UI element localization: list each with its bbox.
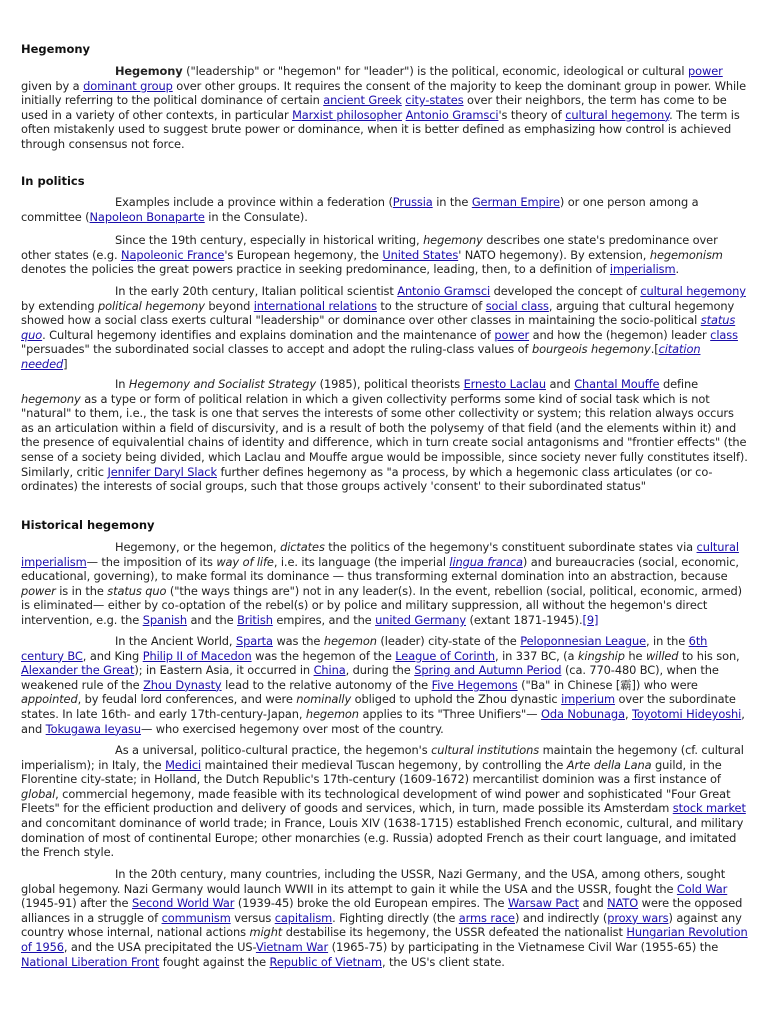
- link-status-quo[interactable]: status quo: [21, 313, 736, 342]
- text: in the: [432, 195, 472, 209]
- text: he: [624, 648, 646, 663]
- text: in the Consulate).: [204, 209, 308, 224]
- page-bottom-mask: [0, 1014, 768, 1024]
- link-cold-war[interactable]: Cold War: [676, 881, 728, 896]
- text: , and the USA precipitated the US-: [63, 939, 256, 954]
- link-peloponnesian-league[interactable]: Peloponnesian League: [520, 634, 646, 648]
- paragraph-politics-2: [21, 233, 749, 277]
- text: over their neighbors, the term has come to be used in a variety of other contexts, in particular: [21, 93, 727, 122]
- text-emphasis: kingship: [577, 648, 625, 663]
- text: destabilise its hegemony, the USSR defeated the nationalist: [282, 925, 627, 940]
- link-alexander-the-great[interactable]: Alexander the Great: [21, 663, 135, 678]
- text: Since the 19th century, especially in historical writing,: [115, 233, 424, 247]
- link-five-hegemons[interactable]: Five Hegemons: [431, 677, 518, 692]
- link-prussia[interactable]: Prussia: [392, 195, 433, 209]
- text: was the hegemon of the: [251, 648, 396, 663]
- text: ) and indirectly (: [514, 910, 608, 925]
- text-emphasis: appointed: [21, 692, 78, 707]
- link-antonio-gramsci-2[interactable]: Antonio Gramsci: [397, 284, 491, 298]
- link-power[interactable]: power: [688, 64, 723, 78]
- link-ancient-greek[interactable]: ancient Greek: [323, 93, 402, 108]
- text-emphasis: might: [249, 925, 283, 940]
- text: . Fighting directly (the: [332, 910, 459, 925]
- text: , i.e. its language (the imperial: [273, 554, 450, 569]
- text-emphasis: hegemon: [323, 634, 377, 648]
- text: obliged to uphold the Zhou dynastic: [351, 692, 562, 707]
- text: , commercial hegemony, made feasible with its technological development of wind power and sophisticated "Four Great Fleets" for the efficient production and delivery of goods and services, which, in turn, made possible its Amsterdam: [21, 786, 731, 816]
- text: , in 337 BC, (a: [495, 648, 578, 663]
- link-medici[interactable]: Medici: [165, 757, 202, 772]
- text: — the imposition of its: [86, 554, 217, 569]
- text: ); in Eastern Asia, it occurred in: [134, 663, 314, 678]
- text: ) against any country whose internal, national actions: [21, 910, 742, 940]
- text: , in the: [646, 634, 689, 648]
- text-emphasis: dictates: [280, 540, 325, 554]
- link-nato[interactable]: NATO: [607, 896, 639, 911]
- text: (1939-45) broke the old European empires. The: [234, 896, 508, 911]
- text: was the: [272, 634, 324, 648]
- link-republic-of-vietnam[interactable]: Republic of Vietnam: [269, 954, 383, 969]
- text: "persuades" the subordinated social classes to accept and adopt the ruling-class values of: [21, 342, 532, 357]
- link-china[interactable]: China: [313, 663, 346, 678]
- text: to the structure of: [376, 298, 486, 313]
- link-toyotomi-hideyoshi[interactable]: Toyotomi Hideyoshi: [632, 706, 742, 721]
- link-lingua-franca[interactable]: lingua franca: [449, 554, 523, 569]
- text: ) or one person among a committee (: [21, 195, 699, 224]
- text: fought against the: [159, 954, 270, 969]
- link-united-states[interactable]: United States: [382, 247, 459, 262]
- link-national-liberation-front[interactable]: National Liberation Front: [21, 954, 160, 969]
- text-emphasis: power: [21, 583, 56, 598]
- link-tokugawa-ieyasu[interactable]: Tokugawa Ieyasu: [45, 721, 141, 736]
- link-hungarian-revolution-1956[interactable]: Hungarian Revolution of 1956: [21, 925, 748, 954]
- text: ) and bureaucracies (social, economic, educational, governing), to make formal its dominance — thus transforming external domination into an abstraction, because: [21, 554, 739, 584]
- text: 's theory of: [498, 107, 566, 122]
- text-emphasis: Hegemony and Socialist Strategy: [128, 377, 317, 391]
- text-emphasis: political hegemony: [98, 298, 205, 313]
- text: and how the (hegemon) leader: [529, 327, 711, 342]
- text: lead to the relative autonomy of the: [221, 677, 432, 692]
- link-vietnam-war[interactable]: Vietnam War: [255, 939, 329, 954]
- text: In: [115, 377, 129, 391]
- section-heading-in-politics: In politics: [21, 174, 85, 188]
- link-international-relations[interactable]: international relations: [253, 298, 377, 313]
- link-capitalism[interactable]: capitalism: [274, 910, 333, 925]
- link-ernesto-laclau[interactable]: Ernesto Laclau: [463, 377, 547, 391]
- text: versus: [230, 910, 275, 925]
- text: (1985), political theorists: [316, 377, 464, 391]
- text-emphasis: willed: [645, 648, 679, 663]
- text: given by a: [21, 78, 84, 93]
- link-marxist-philosopher[interactable]: Marxist philosopher: [292, 107, 403, 122]
- text: 's European hegemony, the: [224, 247, 383, 262]
- text: , and King: [82, 648, 143, 663]
- paragraph-historical-2: [21, 634, 749, 736]
- text: applies to its "Three Unifiers"—: [358, 706, 541, 721]
- link-philip-ii-of-macedon[interactable]: Philip II of Macedon: [142, 648, 252, 663]
- link-warsaw-pact[interactable]: Warsaw Pact: [507, 896, 579, 911]
- section-heading-hegemony: Hegemony: [21, 42, 91, 56]
- paragraph-historical-1: [21, 540, 749, 628]
- text: and the: [186, 612, 238, 627]
- paragraph-intro: [21, 64, 749, 152]
- link-reference-9[interactable]: [9]: [582, 612, 599, 627]
- text: . The term is often mistakenly used to suggest brute power or dominance, when it is better defined as emphasizing how control is achieved through consensus not force.: [21, 107, 740, 151]
- link-chantal-mouffe[interactable]: Chantal Mouffe: [574, 377, 660, 391]
- link-cultural-hegemony[interactable]: cultural hegemony: [565, 107, 670, 122]
- text: ("leadership" or "hegemon" for "leader") is the political, economic, ideological or cultural: [182, 64, 689, 78]
- text-emphasis: Arte della Lana: [566, 757, 652, 772]
- link-league-of-corinth[interactable]: League of Corinth: [395, 648, 496, 663]
- paragraph-politics-4: [21, 377, 749, 494]
- text: , arguing that cultural hegemony showed how a social class exerts cultural "leadership" or dominance over other classes in maintaining the socio-political: [21, 298, 735, 328]
- text: , during the: [345, 663, 415, 678]
- text: ]: [63, 356, 68, 371]
- link-antonio-gramsci[interactable]: Antonio Gramsci: [405, 107, 499, 122]
- link-sparta[interactable]: Sparta: [235, 634, 273, 648]
- paragraph-politics-1: [21, 195, 749, 224]
- text: define: [659, 377, 699, 391]
- link-power-2[interactable]: power: [494, 327, 530, 342]
- paragraph-historical-4: [21, 867, 749, 969]
- text: . Cultural hegemony identifies and explains domination and the maintenance of: [42, 327, 495, 342]
- text: Hegemony, or the hegemon,: [115, 540, 281, 554]
- text: denotes the policies the great powers practice in seeking predominance, leading, then, to a definition of: [21, 262, 610, 277]
- text-emphasis: cultural institutions: [431, 743, 540, 757]
- link-city-states[interactable]: city-states: [405, 93, 464, 108]
- text-emphasis: hegemony: [21, 391, 81, 406]
- text: and: [546, 377, 575, 391]
- link-napoleon-bonaparte[interactable]: Napoleon Bonaparte: [89, 209, 205, 224]
- text: ' NATO hegemony). By extension,: [458, 247, 650, 262]
- text: (1945-91) after the: [21, 896, 132, 911]
- text: the politics of the hegemony's constituent subordinate states via: [324, 540, 697, 554]
- text: empires, and the: [272, 612, 376, 627]
- link-spanish[interactable]: Spanish: [142, 612, 187, 627]
- text: , the US's client state.: [382, 954, 505, 969]
- link-cultural-hegemony-2[interactable]: cultural hegemony: [640, 284, 746, 298]
- link-german-empire[interactable]: German Empire: [471, 195, 560, 209]
- paragraph-historical-3: [21, 743, 749, 860]
- link-british[interactable]: British: [237, 612, 273, 627]
- text: (extant 1871-1945).: [466, 612, 583, 627]
- link-cultural-imperialism[interactable]: cultural imperialism: [21, 540, 739, 569]
- text: describes one state's predominance over other states (e.g.: [21, 233, 718, 262]
- paragraph-politics-3: [21, 284, 749, 372]
- link-spring-and-autumn-period[interactable]: Spring and Autumn Period: [414, 663, 562, 678]
- link-stock-market[interactable]: stock market: [672, 801, 746, 816]
- text: over other groups. It requires the consent of the majority to keep the dominant group in power. While initially referring to the political dominance of certain: [21, 78, 747, 108]
- text-emphasis: nominally: [296, 692, 352, 707]
- text: In the 20th century, many countries, including the USSR, Nazi Germany, and the USA, among others, sought global hegemony. Nazi Germany would launch WWII in its attempt to gain it while the USA and the USSR, fought the: [21, 867, 726, 896]
- text: and: [578, 896, 608, 911]
- text: is in the: [55, 583, 108, 598]
- text: maintained their medieval Tuscan hegemony, by controlling the: [201, 757, 567, 772]
- text-emphasis: hegemony: [423, 233, 483, 247]
- link-napoleonic-france[interactable]: Napoleonic France: [121, 247, 225, 262]
- text: to his son,: [678, 648, 740, 663]
- link-imperium[interactable]: imperium: [561, 692, 615, 707]
- text: In the Ancient World,: [115, 634, 236, 648]
- text: ("Ba" in Chinese [霸]) who were: [517, 677, 698, 692]
- text: — who exercised hegemony over most of the country.: [140, 721, 444, 736]
- link-citation-needed[interactable]: citation needed: [21, 342, 701, 371]
- text: by extending: [21, 298, 98, 313]
- text-emphasis: status quo: [107, 583, 167, 598]
- text: In the early 20th century, Italian political scientist: [115, 284, 398, 298]
- text: .[: [650, 342, 659, 357]
- text: (leader) city-state of the: [376, 634, 521, 648]
- link-oda-nobunaga[interactable]: Oda Nobunaga: [541, 706, 625, 721]
- text-emphasis: bourgeois hegemony: [531, 342, 651, 357]
- link-jennifer-daryl-slack[interactable]: Jennifer Daryl Slack: [107, 464, 217, 479]
- link-united-germany[interactable]: united Germany: [375, 612, 467, 627]
- text: Examples include a province within a federation (: [115, 195, 393, 209]
- link-class[interactable]: class: [710, 327, 738, 342]
- section-heading-historical-hegemony: Historical hegemony: [21, 518, 155, 532]
- link-imperialism[interactable]: imperialism: [609, 262, 676, 277]
- link-second-world-war[interactable]: Second World War: [131, 896, 235, 911]
- text: , and: [21, 706, 745, 736]
- link-arms-race[interactable]: arms race: [458, 910, 515, 925]
- text: As a universal, politico-cultural practice, the hegemon's: [115, 743, 432, 757]
- text: were the opposed alliances in a struggle of: [21, 896, 743, 925]
- text: further defines hegemony as "a process, by which a hegemonic class articulates (or co-ordinates) the interests of social groups, such that those groups actively 'consent' to their subordinated status": [21, 464, 713, 494]
- text-emphasis: way of life: [216, 554, 274, 569]
- link-zhou-dynasty[interactable]: Zhou Dynasty: [143, 677, 222, 692]
- term-hegemony: Hegemony: [115, 64, 183, 78]
- text: developed the concept of: [490, 284, 641, 298]
- text: maintain the hegemony (cf. cultural imperialism); in Italy, the: [21, 743, 744, 772]
- text: beyond: [204, 298, 254, 313]
- text: over the subordinate states. In late 16th- and early 17th-century-Japan,: [21, 692, 736, 721]
- text: guild, in the Florentine city-state; in Holland, the Dutch Republic's 17th-century (1609-1672) mercantilist dominion was a first instance of: [21, 757, 722, 787]
- text: , by feudal lord conferences, and were: [77, 692, 297, 707]
- text: as a type or form of political relation in which a given collectivity performs some kind of social task which is not "natural" to them, i.e., the task is one that serves the interests of some other collectivity or system; this relation always occurs as an articulation within a field of discursivity, and is a result of both the polysemy of that field (and the elements within it) and the presence of equivalential chains of identity and difference, which in turn create social antagonisms and "frontier effects" (the sense of a society being divided, which Laclau and Mouffe argue would be impossible, since society never fully constitutes itself). Similarly, critic: [21, 391, 748, 479]
- link-dominant-group[interactable]: dominant group: [83, 78, 173, 93]
- text: .: [675, 262, 680, 277]
- text: ("the ways things are") not in any leader(s). In the event, rebellion (social, political, economic, armed) is eliminated— either by co-optation of the rebel(s) or by police and military suppression, all without the hegemon's direct intervention, e.g. the: [21, 583, 742, 627]
- text-emphasis: hegemon: [305, 706, 359, 721]
- text: ,: [624, 706, 632, 721]
- link-social-class[interactable]: social class: [485, 298, 549, 313]
- link-proxy-wars[interactable]: proxy wars: [607, 910, 669, 925]
- link-6th-century-bc[interactable]: 6th century BC: [21, 634, 708, 663]
- text-emphasis: global: [21, 786, 56, 801]
- text: (1965-75) by participating in the Vietnamese Civil War (1955-65) the: [328, 939, 719, 954]
- text-emphasis: hegemonism: [649, 247, 723, 262]
- text: and concomitant dominance of world trade; in France, Louis XIV (1638-1715) established French economic, cultural, and military domination of most of continental Europe; other monarchies (e.g. Russia) adopted French as their court language, and imitated the French style.: [21, 815, 744, 860]
- link-communism[interactable]: communism: [161, 910, 231, 925]
- text: (ca. 770-480 BC), when the weakened rule of the: [21, 663, 719, 692]
